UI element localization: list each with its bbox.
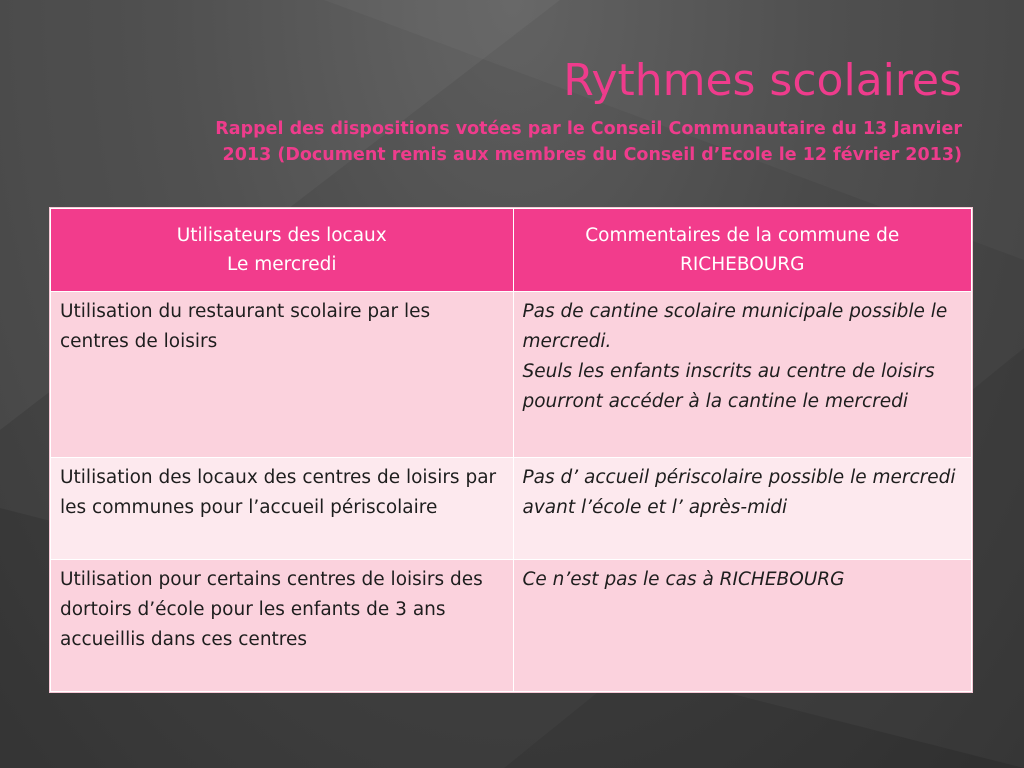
table-cell-comment — [513, 292, 972, 458]
title-block — [60, 50, 962, 168]
header-cell-comments — [513, 209, 972, 292]
comment-text: Seuls les enfants inscrits au centre de loisirs pourront accéder à la cantine le mercredi — [522, 361, 935, 412]
header-text: RICHEBOURG — [680, 254, 805, 275]
slide-subtitle — [60, 116, 962, 168]
table-cell-comment: Pas d’ accueil périscolaire possible le mercredi avant l’école et l’ après-midi — [513, 458, 972, 560]
header-text: Commentaires de la commune de — [585, 225, 900, 246]
slide-title: Rythmes scolaires — [563, 55, 962, 106]
comment-text: Pas de cantine scolaire municipale possible le mercredi. — [522, 301, 948, 352]
subtitle-line: Rappel des dispositions votées par le Conseil Communautaire du 13 Janvier — [215, 119, 962, 139]
table-row — [51, 292, 972, 458]
table-header-row — [51, 209, 972, 292]
table-cell-usage: Utilisation pour certains centres de loisirs des dortoirs d’école pour les enfants de 3 ans accueillis dans ces centres — [51, 560, 514, 692]
table-cell-usage: Utilisation du restaurant scolaire par les centres de loisirs — [51, 292, 514, 458]
table-row — [51, 458, 972, 560]
table-cell-comment: Ce n’est pas le cas à RICHEBOURG — [513, 560, 972, 692]
table-row — [51, 560, 972, 692]
subtitle-line: 2013 (Document remis aux membres du Conseil d’Ecole le 12 février 2013) — [222, 145, 962, 165]
header-text: Utilisateurs des locaux — [176, 225, 387, 246]
header-text: Le mercredi — [227, 254, 337, 275]
table-cell-usage: Utilisation des locaux des centres de loisirs par les communes pour l’accueil périscolaire — [51, 458, 514, 560]
dispositions-table — [50, 208, 972, 692]
header-cell-users — [51, 209, 514, 292]
